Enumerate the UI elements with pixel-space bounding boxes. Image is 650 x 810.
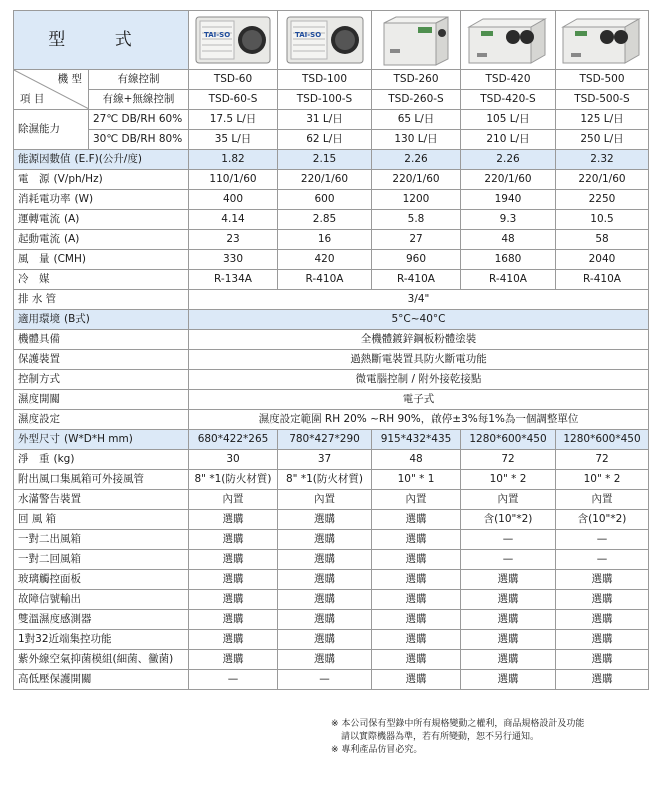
capacity-cell: 35 L/日: [189, 130, 278, 150]
spec-row: [14, 550, 649, 570]
spec-row-label: [14, 590, 189, 610]
model-cell: TSD-100-S: [278, 90, 372, 110]
spec-row: [14, 610, 649, 630]
condition-label: 27℃ DB/RH 60%: [89, 110, 189, 130]
dehumidifier-box-icon: [380, 13, 452, 67]
unit-image-tsd-100: [278, 11, 372, 70]
spec-row-label: [14, 650, 189, 670]
spec-value-cell: 72: [556, 450, 649, 470]
spec-value-cell: R-410A: [278, 270, 372, 290]
spec-row: [14, 530, 649, 550]
spec-value-cell: 內置: [556, 490, 649, 510]
spec-value-cell: 220/1/60: [372, 170, 461, 190]
spec-row: [14, 450, 649, 470]
spec-value-cell: 600: [278, 190, 372, 210]
capacity-cell: 65 L/日: [372, 110, 461, 130]
model-cell: TSD-260-S: [372, 90, 461, 110]
spec-label-text: 濕度開關: [18, 393, 60, 405]
spec-row-label: [14, 470, 189, 490]
spec-value-cell: 27: [372, 230, 461, 250]
spec-value-cell: 選購: [372, 650, 461, 670]
footnote: 請以實際機器為準，若有所變動，恕不另行通知。: [341, 732, 540, 742]
spec-value-cell: 選購: [278, 630, 372, 650]
spec-row: [14, 290, 649, 310]
spec-label-text: 適用環境: [18, 313, 60, 325]
footnote: ※ 專利產品仿冒必究。: [331, 745, 423, 755]
spec-row-label: [14, 190, 189, 210]
spec-value-cell: 選購: [556, 670, 649, 690]
spec-row: [14, 650, 649, 670]
spec-row-label: [14, 210, 189, 230]
spec-value-cell: 選購: [556, 610, 649, 630]
spec-value-cell: 30: [189, 450, 278, 470]
spec-value-cell: 23: [189, 230, 278, 250]
spec-value-cell: 選購: [189, 630, 278, 650]
spec-value-cell: 選購: [278, 510, 372, 530]
dehumidifier-medium-icon: [285, 13, 365, 67]
svg-text:TAI-SO: TAI-SO: [294, 31, 321, 39]
capacity-cell: 31 L/日: [278, 110, 372, 130]
spec-value-cell: 1280*600*450: [461, 430, 556, 450]
spec-row-label: [14, 430, 189, 450]
spec-unit-text: (V/ph/Hz): [53, 173, 103, 185]
spec-label-text: 一對二回風箱: [18, 553, 81, 565]
spec-label-text: 電 源: [18, 173, 50, 185]
spec-row-label: [14, 150, 189, 170]
model-cell: TSD-500: [556, 70, 649, 90]
spec-unit-text: (A): [64, 213, 80, 225]
spec-value-cell: 選購: [189, 650, 278, 670]
spec-row-label: [14, 170, 189, 190]
spec-value-cell: 選購: [556, 630, 649, 650]
spec-label-text: 起動電流: [18, 233, 60, 245]
spec-value-cell: 220/1/60: [556, 170, 649, 190]
spec-label-text: 外型尺寸: [18, 433, 60, 445]
spec-value-cell: 選購: [461, 570, 556, 590]
unit-image-tsd-260: [372, 11, 461, 70]
spec-value-cell: 含(10"*2): [461, 510, 556, 530]
spec-unit-text: (A): [64, 233, 80, 245]
spec-span-value: 微電腦控制 / 附外接乾接點: [189, 370, 649, 390]
spec-label-text: 附出風口集風箱可外接風管: [18, 473, 144, 485]
spec-value-cell: 含(10"*2): [556, 510, 649, 530]
spec-span-value: 濕度設定範圍 RH 20% ~RH 90%，啟停±3%每1%為一個調整單位: [189, 410, 649, 430]
spec-value-cell: 915*432*435: [372, 430, 461, 450]
model-cell: TSD-100: [278, 70, 372, 90]
spec-value-cell: 選購: [189, 530, 278, 550]
spec-value-cell: 選購: [278, 570, 372, 590]
spec-value-cell: R-410A: [556, 270, 649, 290]
spec-row: [14, 590, 649, 610]
spec-row-label: [14, 250, 189, 270]
dehumidifier-dual-fan-icon: [465, 13, 551, 67]
spec-row: [14, 190, 649, 210]
spec-label-text: 水滿警告裝置: [18, 493, 81, 505]
spec-row: [14, 570, 649, 590]
spec-row-label: [14, 370, 189, 390]
spec-span-value: 5°C~40°C: [189, 310, 649, 330]
spec-value-cell: 內置: [461, 490, 556, 510]
spec-label-text: 濕度設定: [18, 413, 60, 425]
model-cell: TSD-420-S: [461, 90, 556, 110]
spec-row-label: [14, 330, 189, 350]
spec-unit-text: (kg): [53, 453, 75, 465]
model-cell: TSD-500-S: [556, 90, 649, 110]
capacity-cell: 130 L/日: [372, 130, 461, 150]
model-title: 型 式: [14, 11, 189, 70]
spec-unit-text: (W): [74, 193, 94, 205]
spec-row: [14, 390, 649, 410]
spec-row: [14, 670, 649, 690]
spec-row-label: [14, 630, 189, 650]
spec-value-cell: 選購: [461, 670, 556, 690]
spec-value-cell: 選購: [278, 530, 372, 550]
spec-value-cell: 選購: [461, 650, 556, 670]
spec-value-cell: 選購: [189, 510, 278, 530]
spec-value-cell: 內置: [189, 490, 278, 510]
capacity-cell: 125 L/日: [556, 110, 649, 130]
spec-value-cell: 選購: [556, 570, 649, 590]
spec-label-text: 風 量: [18, 253, 50, 265]
spec-row: [14, 250, 649, 270]
capacity-cell: 250 L/日: [556, 130, 649, 150]
spec-label-text: 運轉電流: [18, 213, 60, 225]
spec-value-cell: 選購: [461, 630, 556, 650]
spec-value-cell: 選購: [189, 590, 278, 610]
spec-row: [14, 330, 649, 350]
spec-label-text: 1對32近端集控功能: [18, 633, 112, 645]
spec-value-cell: 58: [556, 230, 649, 250]
spec-value-cell: 400: [189, 190, 278, 210]
spec-value-cell: 選購: [372, 630, 461, 650]
spec-value-cell: 選購: [372, 550, 461, 570]
spec-value-cell: —: [461, 550, 556, 570]
spec-span-value: 過熱斷電裝置具防火斷電功能: [189, 350, 649, 370]
spec-value-cell: 330: [189, 250, 278, 270]
spec-value-cell: 選購: [278, 590, 372, 610]
spec-unit-text: (CMH): [53, 253, 86, 265]
spec-label-text: 冷 媒: [18, 273, 50, 285]
spec-row-label: [14, 290, 189, 310]
model-label: 機 型: [57, 73, 82, 85]
footnote: ※ 本公司保有型錄中所有規格變動之權利，商品規格設計及功能: [331, 719, 585, 729]
footnotes: [331, 718, 584, 757]
spec-value-cell: —: [556, 550, 649, 570]
spec-row-label: [14, 530, 189, 550]
item-label: 項 目: [20, 93, 45, 105]
spec-value-cell: 10" * 2: [461, 470, 556, 490]
spec-value-cell: —: [278, 670, 372, 690]
spec-value-cell: 9.3: [461, 210, 556, 230]
spec-value-cell: 2040: [556, 250, 649, 270]
spec-value-cell: 2.32: [556, 150, 649, 170]
spec-value-cell: 10.5: [556, 210, 649, 230]
spec-value-cell: 220/1/60: [278, 170, 372, 190]
spec-value-cell: 選購: [189, 570, 278, 590]
spec-row-label: [14, 350, 189, 370]
model-item-header: [14, 70, 89, 110]
capacity-cell: 62 L/日: [278, 130, 372, 150]
spec-value-cell: 960: [372, 250, 461, 270]
model-cell: TSD-260: [372, 70, 461, 90]
spec-row-label: [14, 230, 189, 250]
spec-value-cell: 1200: [372, 190, 461, 210]
spec-value-cell: 1940: [461, 190, 556, 210]
wired-control-label: 有線控制: [89, 70, 189, 90]
spec-span-value: 全機體鍍鋅鋼板粉體塗裝: [189, 330, 649, 350]
wireless-control-label: 有線+無線控制: [89, 90, 189, 110]
spec-value-cell: 選購: [189, 610, 278, 630]
spec-value-cell: 選購: [461, 590, 556, 610]
spec-value-cell: —: [556, 530, 649, 550]
spec-value-cell: R-410A: [372, 270, 461, 290]
model-cell: TSD-60-S: [189, 90, 278, 110]
spec-value-cell: 780*427*290: [278, 430, 372, 450]
spec-row: [14, 230, 649, 250]
spec-rows: [14, 150, 649, 690]
spec-value-cell: 680*422*265: [189, 430, 278, 450]
spec-value-cell: 2250: [556, 190, 649, 210]
dehumidifier-dual-fan-large-icon: [559, 13, 645, 67]
spec-row: [14, 630, 649, 650]
condition-label: 30℃ DB/RH 80%: [89, 130, 189, 150]
spec-label-text: 一對二出風箱: [18, 533, 81, 545]
spec-label-text: 淨 重: [18, 453, 50, 465]
spec-row-label: [14, 550, 189, 570]
spec-value-cell: 16: [278, 230, 372, 250]
spec-label-text: 故障信號輸出: [18, 593, 81, 605]
spec-label-text: 紫外線空氣抑菌模組(細菌、黴菌): [18, 653, 174, 665]
spec-row-label: [14, 450, 189, 470]
spec-value-cell: 420: [278, 250, 372, 270]
capacity-cell: 17.5 L/日: [189, 110, 278, 130]
spec-value-cell: 內置: [372, 490, 461, 510]
model-cell: TSD-60: [189, 70, 278, 90]
spec-row-label: [14, 390, 189, 410]
spec-value-cell: 選購: [372, 610, 461, 630]
svg-text:TAI-SO: TAI-SO: [204, 31, 231, 39]
spec-label-text: 能源因數值: [18, 153, 71, 165]
spec-label-text: 消耗電功率: [18, 193, 71, 205]
spec-row-label: [14, 610, 189, 630]
spec-row: [14, 210, 649, 230]
spec-value-cell: 選購: [372, 510, 461, 530]
spec-row-label: [14, 570, 189, 590]
capacity-cell: 210 L/日: [461, 130, 556, 150]
spec-value-cell: 48: [461, 230, 556, 250]
spec-unit-text: (E.F)(公升/度): [74, 153, 142, 165]
spec-row-label: [14, 410, 189, 430]
spec-value-cell: 1680: [461, 250, 556, 270]
spec-row: [14, 410, 649, 430]
spec-value-cell: 2.26: [461, 150, 556, 170]
spec-value-cell: 選購: [278, 610, 372, 630]
dehumidifier-small-icon: [194, 13, 272, 67]
spec-value-cell: 選購: [461, 610, 556, 630]
spec-span-value: 3/4": [189, 290, 649, 310]
spec-row-label: [14, 670, 189, 690]
spec-value-cell: 48: [372, 450, 461, 470]
unit-image-tsd-60: [189, 11, 278, 70]
unit-image-tsd-420: [461, 11, 556, 70]
spec-span-value: 電子式: [189, 390, 649, 410]
spec-value-cell: 8" *1(防火材質): [189, 470, 278, 490]
spec-value-cell: 選購: [372, 590, 461, 610]
spec-row: [14, 490, 649, 510]
spec-label-text: 排 水 管: [18, 293, 57, 305]
model-cell: TSD-420: [461, 70, 556, 90]
spec-value-cell: 4.14: [189, 210, 278, 230]
spec-value-cell: 選購: [556, 650, 649, 670]
spec-label-text: 機體具備: [18, 333, 60, 345]
spec-row: [14, 170, 649, 190]
spec-value-cell: —: [189, 670, 278, 690]
spec-table: [13, 10, 649, 690]
spec-value-cell: 220/1/60: [461, 170, 556, 190]
spec-value-cell: 37: [278, 450, 372, 470]
unit-image-tsd-500: [556, 11, 649, 70]
spec-row-label: [14, 270, 189, 290]
spec-label-text: 回 風 箱: [18, 513, 57, 525]
spec-row: [14, 310, 649, 330]
spec-unit-text: (W*D*H mm): [64, 433, 133, 445]
spec-value-cell: 選購: [278, 550, 372, 570]
spec-value-cell: 1.82: [189, 150, 278, 170]
spec-value-cell: 選購: [278, 650, 372, 670]
spec-row: [14, 430, 649, 450]
spec-value-cell: 選購: [189, 550, 278, 570]
spec-label-text: 保護裝置: [18, 353, 60, 365]
capacity-cell: 105 L/日: [461, 110, 556, 130]
spec-row-label: [14, 310, 189, 330]
spec-value-cell: 內置: [278, 490, 372, 510]
spec-value-cell: 10" * 2: [556, 470, 649, 490]
spec-value-cell: 選購: [372, 670, 461, 690]
spec-value-cell: 1280*600*450: [556, 430, 649, 450]
spec-value-cell: 選購: [372, 530, 461, 550]
spec-value-cell: 2.85: [278, 210, 372, 230]
spec-value-cell: R-134A: [189, 270, 278, 290]
spec-value-cell: 選購: [556, 590, 649, 610]
spec-value-cell: 72: [461, 450, 556, 470]
spec-value-cell: 2.26: [372, 150, 461, 170]
spec-row-label: [14, 490, 189, 510]
spec-label-text: 玻璃觸控面板: [18, 573, 81, 585]
spec-value-cell: 5.8: [372, 210, 461, 230]
spec-value-cell: 10" * 1: [372, 470, 461, 490]
spec-value-cell: 2.15: [278, 150, 372, 170]
spec-value-cell: 8" *1(防火材質): [278, 470, 372, 490]
spec-label-text: 控制方式: [18, 373, 60, 385]
spec-label-text: 雙溫濕度感測器: [18, 613, 92, 625]
spec-row-label: [14, 510, 189, 530]
spec-value-cell: R-410A: [461, 270, 556, 290]
spec-row: [14, 370, 649, 390]
spec-row: [14, 150, 649, 170]
spec-value-cell: 選購: [372, 570, 461, 590]
spec-label-text: 高低壓保護開關: [18, 673, 92, 685]
spec-value-cell: —: [461, 530, 556, 550]
spec-row: [14, 270, 649, 290]
spec-row: [14, 510, 649, 530]
spec-unit-text: (B式): [64, 313, 90, 325]
spec-value-cell: 110/1/60: [189, 170, 278, 190]
spec-row: [14, 470, 649, 490]
spec-row: [14, 350, 649, 370]
dehumid-capacity-label: 除濕能力: [14, 110, 89, 150]
